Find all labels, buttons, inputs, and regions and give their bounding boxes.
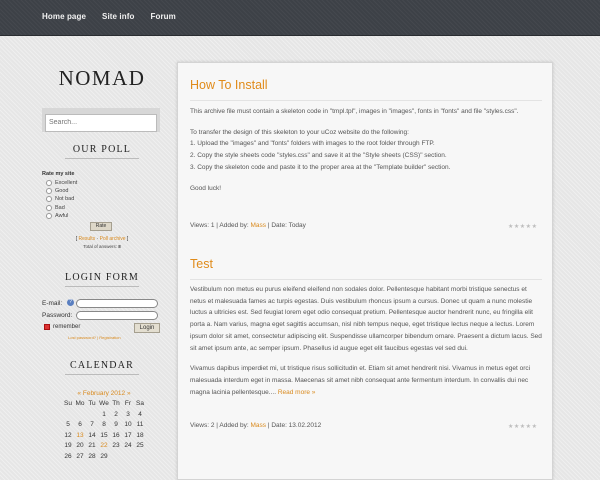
calendar-day[interactable]: 12 bbox=[64, 431, 72, 439]
star-icon[interactable]: ★ bbox=[531, 424, 537, 430]
calendar-day[interactable]: 6 bbox=[78, 421, 82, 428]
poll-option[interactable] bbox=[46, 179, 77, 187]
main-nav bbox=[42, 12, 176, 21]
calendar-day[interactable]: 16 bbox=[112, 431, 120, 439]
calendar-day[interactable]: 25 bbox=[136, 442, 144, 449]
calendar-day[interactable]: 17 bbox=[124, 431, 132, 439]
calendar-day[interactable]: 27 bbox=[76, 452, 84, 460]
calendar-day[interactable]: 4 bbox=[138, 410, 142, 418]
calendar-day[interactable]: 14 bbox=[88, 431, 96, 439]
calendar-day bbox=[122, 453, 134, 464]
star-icon[interactable]: ★ bbox=[525, 224, 532, 230]
registration-link[interactable]: Registration bbox=[99, 335, 121, 340]
poll-total bbox=[40, 244, 164, 249]
calendar-weekday-row bbox=[62, 400, 146, 411]
calendar-day[interactable]: 21 bbox=[88, 442, 96, 449]
calendar-day bbox=[86, 411, 98, 422]
calendar-next-icon[interactable]: » bbox=[126, 390, 131, 397]
radio-button[interactable] bbox=[46, 213, 52, 219]
radio-button[interactable] bbox=[46, 196, 52, 202]
calendar-day bbox=[134, 453, 146, 464]
login-links: Lost password? | Registration bbox=[68, 335, 121, 340]
calendar-weekday: Sa bbox=[136, 400, 144, 407]
login-button[interactable]: Login bbox=[134, 323, 160, 333]
remember-label: remember bbox=[53, 324, 81, 330]
post-paragraph: This archive file must contain a skeleton code in "tmpl.tpl", images in "images", fonts in "fonts" and file "styles.css". bbox=[190, 108, 519, 115]
site-logo[interactable]: NOMAD bbox=[58, 66, 146, 90]
lost-password-link[interactable]: Lost password? bbox=[68, 335, 97, 340]
poll-option[interactable] bbox=[46, 212, 77, 220]
post-paragraph bbox=[190, 363, 544, 398]
calendar-day[interactable]: 24 bbox=[124, 442, 132, 449]
calendar-week-row bbox=[62, 432, 146, 443]
nav-forum[interactable]: Forum bbox=[150, 12, 176, 21]
rating-stars[interactable] bbox=[508, 224, 537, 230]
calendar-day[interactable]: 5 bbox=[66, 421, 70, 428]
star-icon[interactable]: ★ bbox=[513, 224, 520, 230]
star-icon[interactable]: ★ bbox=[531, 224, 537, 230]
calendar-day[interactable]: 23 bbox=[112, 442, 120, 449]
star-icon[interactable]: ★ bbox=[508, 224, 514, 230]
calendar-day[interactable]: 9 bbox=[114, 421, 118, 428]
poll-option-label: Good bbox=[55, 188, 69, 195]
star-icon[interactable]: ★ bbox=[508, 424, 514, 430]
calendar-day[interactable]: 7 bbox=[90, 421, 94, 428]
rate-button[interactable]: Rate bbox=[90, 222, 112, 231]
poll-option-label: Bad bbox=[55, 204, 65, 211]
calendar-day[interactable]: 13 bbox=[76, 431, 84, 439]
calendar-month: February 2012 bbox=[82, 390, 126, 397]
post-paragraph: Vestibulum non metus eu purus eleifend eleifend non sodales dolor. Pellentesque habitant morbi tristique senectus et netus et malesuada fames ac turpis egestas. Duis vestibulum rhoncus ipsum a cursus. Donec ut quam a nunc molestie luctus a ultricies est. Sed feugiat lorem eget odio consequat pretium. Pellentesque auctor hendrerit nunc, eu fringilla elit porta a. Nam varius, magna eget sagittis accumsan, nisl nibh tempus neque, eget tristique lectus neque a lectus. Lorem ipsum dolor sit amet, consectetur adipiscing elit. Suspendisse ullamcorper bibendum ornare. Praesent a dictum lacus. Sed sit amet ipsum ante, ac semper ipsum. Phasellus id augue eget elit faucibus egestas vel sed dui. bbox=[190, 286, 542, 352]
search-input[interactable] bbox=[45, 114, 157, 132]
calendar-day[interactable]: 20 bbox=[76, 442, 84, 449]
poll-option-label: Not bad bbox=[55, 196, 75, 203]
post-divider bbox=[190, 100, 542, 101]
info-icon: ? bbox=[67, 299, 74, 306]
top-nav-bar bbox=[0, 0, 600, 36]
poll-title-divider bbox=[65, 158, 139, 159]
calendar-week-row bbox=[62, 453, 146, 464]
post-title-test[interactable]: Test bbox=[190, 257, 213, 271]
calendar-day[interactable]: 26 bbox=[64, 452, 72, 460]
poll-total-value: 8 bbox=[118, 244, 121, 249]
calendar-day[interactable]: 2 bbox=[114, 410, 118, 418]
calendar-day[interactable]: 15 bbox=[100, 431, 108, 439]
poll-question: Rate my site bbox=[42, 171, 75, 177]
star-icon[interactable]: ★ bbox=[519, 224, 526, 230]
remember-checkbox[interactable] bbox=[44, 324, 50, 330]
post-paragraph: To transfer the design of this skeleton to your uCoz website do the following: 1. Upload the "images" and "fonts" folders with images to the root folder through FTP. 2. Copy the style sheets code "styles.css" and save it at the "Style sheets (CSS)" section. 3. Copy the skeleton code and paste it to the proper area at the "Template builder" section. bbox=[190, 128, 451, 171]
post-meta: Views: 2 | Added by: Mass | Date: 13.02.2012 bbox=[190, 422, 322, 429]
calendar-day bbox=[62, 411, 74, 422]
radio-button[interactable] bbox=[46, 180, 52, 186]
calendar-day[interactable]: 19 bbox=[64, 442, 72, 449]
login-block-title bbox=[40, 272, 164, 287]
calendar-day bbox=[110, 453, 122, 464]
calendar-day bbox=[74, 411, 86, 422]
star-icon[interactable]: ★ bbox=[519, 424, 526, 430]
calendar-title-divider bbox=[65, 374, 139, 375]
calendar-grid bbox=[62, 400, 146, 463]
calendar-weekday: Fr bbox=[124, 400, 132, 407]
poll-option-label: Excellent bbox=[55, 180, 78, 187]
login-title: LOGIN FORM bbox=[65, 272, 139, 283]
calendar-weekday: Tu bbox=[88, 400, 96, 407]
post-divider bbox=[190, 279, 542, 280]
poll-block-title bbox=[40, 144, 164, 159]
calendar-weekday: Th bbox=[112, 400, 120, 407]
post-date: Date: 13.02.2012 bbox=[271, 422, 322, 429]
poll-option[interactable] bbox=[46, 187, 77, 195]
calendar-weekday: We bbox=[99, 400, 109, 407]
calendar-day[interactable]: 18 bbox=[136, 431, 144, 439]
calendar-weekday: Mo bbox=[75, 400, 85, 407]
calendar-title: CALENDAR bbox=[69, 360, 135, 371]
post-title-how-to-install[interactable]: How To Install bbox=[190, 78, 268, 92]
password-field[interactable] bbox=[76, 311, 158, 320]
calendar-day[interactable]: 8 bbox=[102, 421, 106, 428]
post-added-by: Added by: bbox=[219, 422, 249, 429]
poll-results-link[interactable]: Results bbox=[78, 236, 96, 242]
calendar-day[interactable]: 10 bbox=[124, 421, 132, 428]
poll-title: OUR POLL bbox=[72, 144, 132, 155]
post-added-by: Added by: bbox=[219, 222, 249, 229]
email-label: E-mail: bbox=[42, 300, 63, 307]
content-panel bbox=[177, 62, 553, 480]
poll-option-label: Awful bbox=[55, 212, 69, 219]
post-meta: Views: 1 | Added by: Mass | Date: Today bbox=[190, 222, 306, 229]
calendar-day[interactable]: 1 bbox=[102, 410, 106, 418]
post-views: Views: 2 bbox=[190, 422, 215, 429]
search-box bbox=[42, 108, 160, 132]
calendar-day[interactable]: 29 bbox=[100, 452, 108, 460]
radio-button[interactable] bbox=[46, 188, 52, 194]
calendar-day[interactable]: 11 bbox=[136, 421, 144, 428]
post-body bbox=[190, 106, 544, 203]
radio-button[interactable] bbox=[46, 205, 52, 211]
poll-options bbox=[46, 179, 77, 220]
star-icon[interactable]: ★ bbox=[525, 424, 532, 430]
calendar-week-row bbox=[62, 411, 146, 422]
post-date: Date: Today bbox=[271, 222, 306, 229]
poll-option[interactable] bbox=[46, 195, 77, 203]
post-body bbox=[190, 284, 544, 407]
post-paragraph: Good luck! bbox=[190, 184, 222, 192]
calendar-prev-icon[interactable]: « bbox=[77, 390, 82, 397]
calendar-day[interactable]: 22 bbox=[100, 442, 108, 449]
post-author-link[interactable]: Mass bbox=[250, 222, 267, 229]
poll-option[interactable] bbox=[46, 204, 77, 212]
nav-home-page[interactable]: Home page bbox=[42, 12, 87, 21]
calendar-week-row bbox=[62, 442, 146, 453]
poll-links: [ Results · Poll archive ] bbox=[75, 236, 129, 242]
poll-archive-link[interactable]: Poll archive bbox=[99, 236, 126, 242]
poll-total-label: Total of answers: bbox=[83, 244, 117, 249]
calendar-day[interactable]: 28 bbox=[88, 452, 96, 460]
calendar-weekday: Su bbox=[64, 400, 72, 407]
email-field[interactable] bbox=[76, 299, 158, 308]
post-paragraph-text: Vivamus dapibus imperdiet mi, ut tristique risus sollicitudin et. Etiam sit amet hendrerit nisi. Vivamus in metus eget orci malesuada interdum eget in massa. Maecenas sit amet nibh consequat ante fermentum interdum. In convallis dui nec magna lacinia pellentesque.... bbox=[190, 365, 531, 396]
star-icon[interactable]: ★ bbox=[513, 424, 520, 430]
post-author-link[interactable]: Mass bbox=[250, 422, 267, 429]
calendar-week-row bbox=[62, 421, 146, 432]
calendar-header bbox=[62, 390, 146, 397]
remember-option[interactable] bbox=[44, 324, 80, 330]
read-more-link[interactable]: Read more » bbox=[277, 388, 316, 396]
login-title-divider bbox=[65, 286, 139, 287]
calendar-block-title bbox=[40, 360, 164, 375]
nav-site-info[interactable]: Site info bbox=[102, 12, 135, 21]
calendar-day[interactable]: 3 bbox=[126, 410, 130, 418]
password-label: Password: bbox=[42, 312, 73, 319]
rating-stars[interactable] bbox=[508, 424, 537, 430]
post-views: Views: 1 bbox=[190, 222, 215, 229]
